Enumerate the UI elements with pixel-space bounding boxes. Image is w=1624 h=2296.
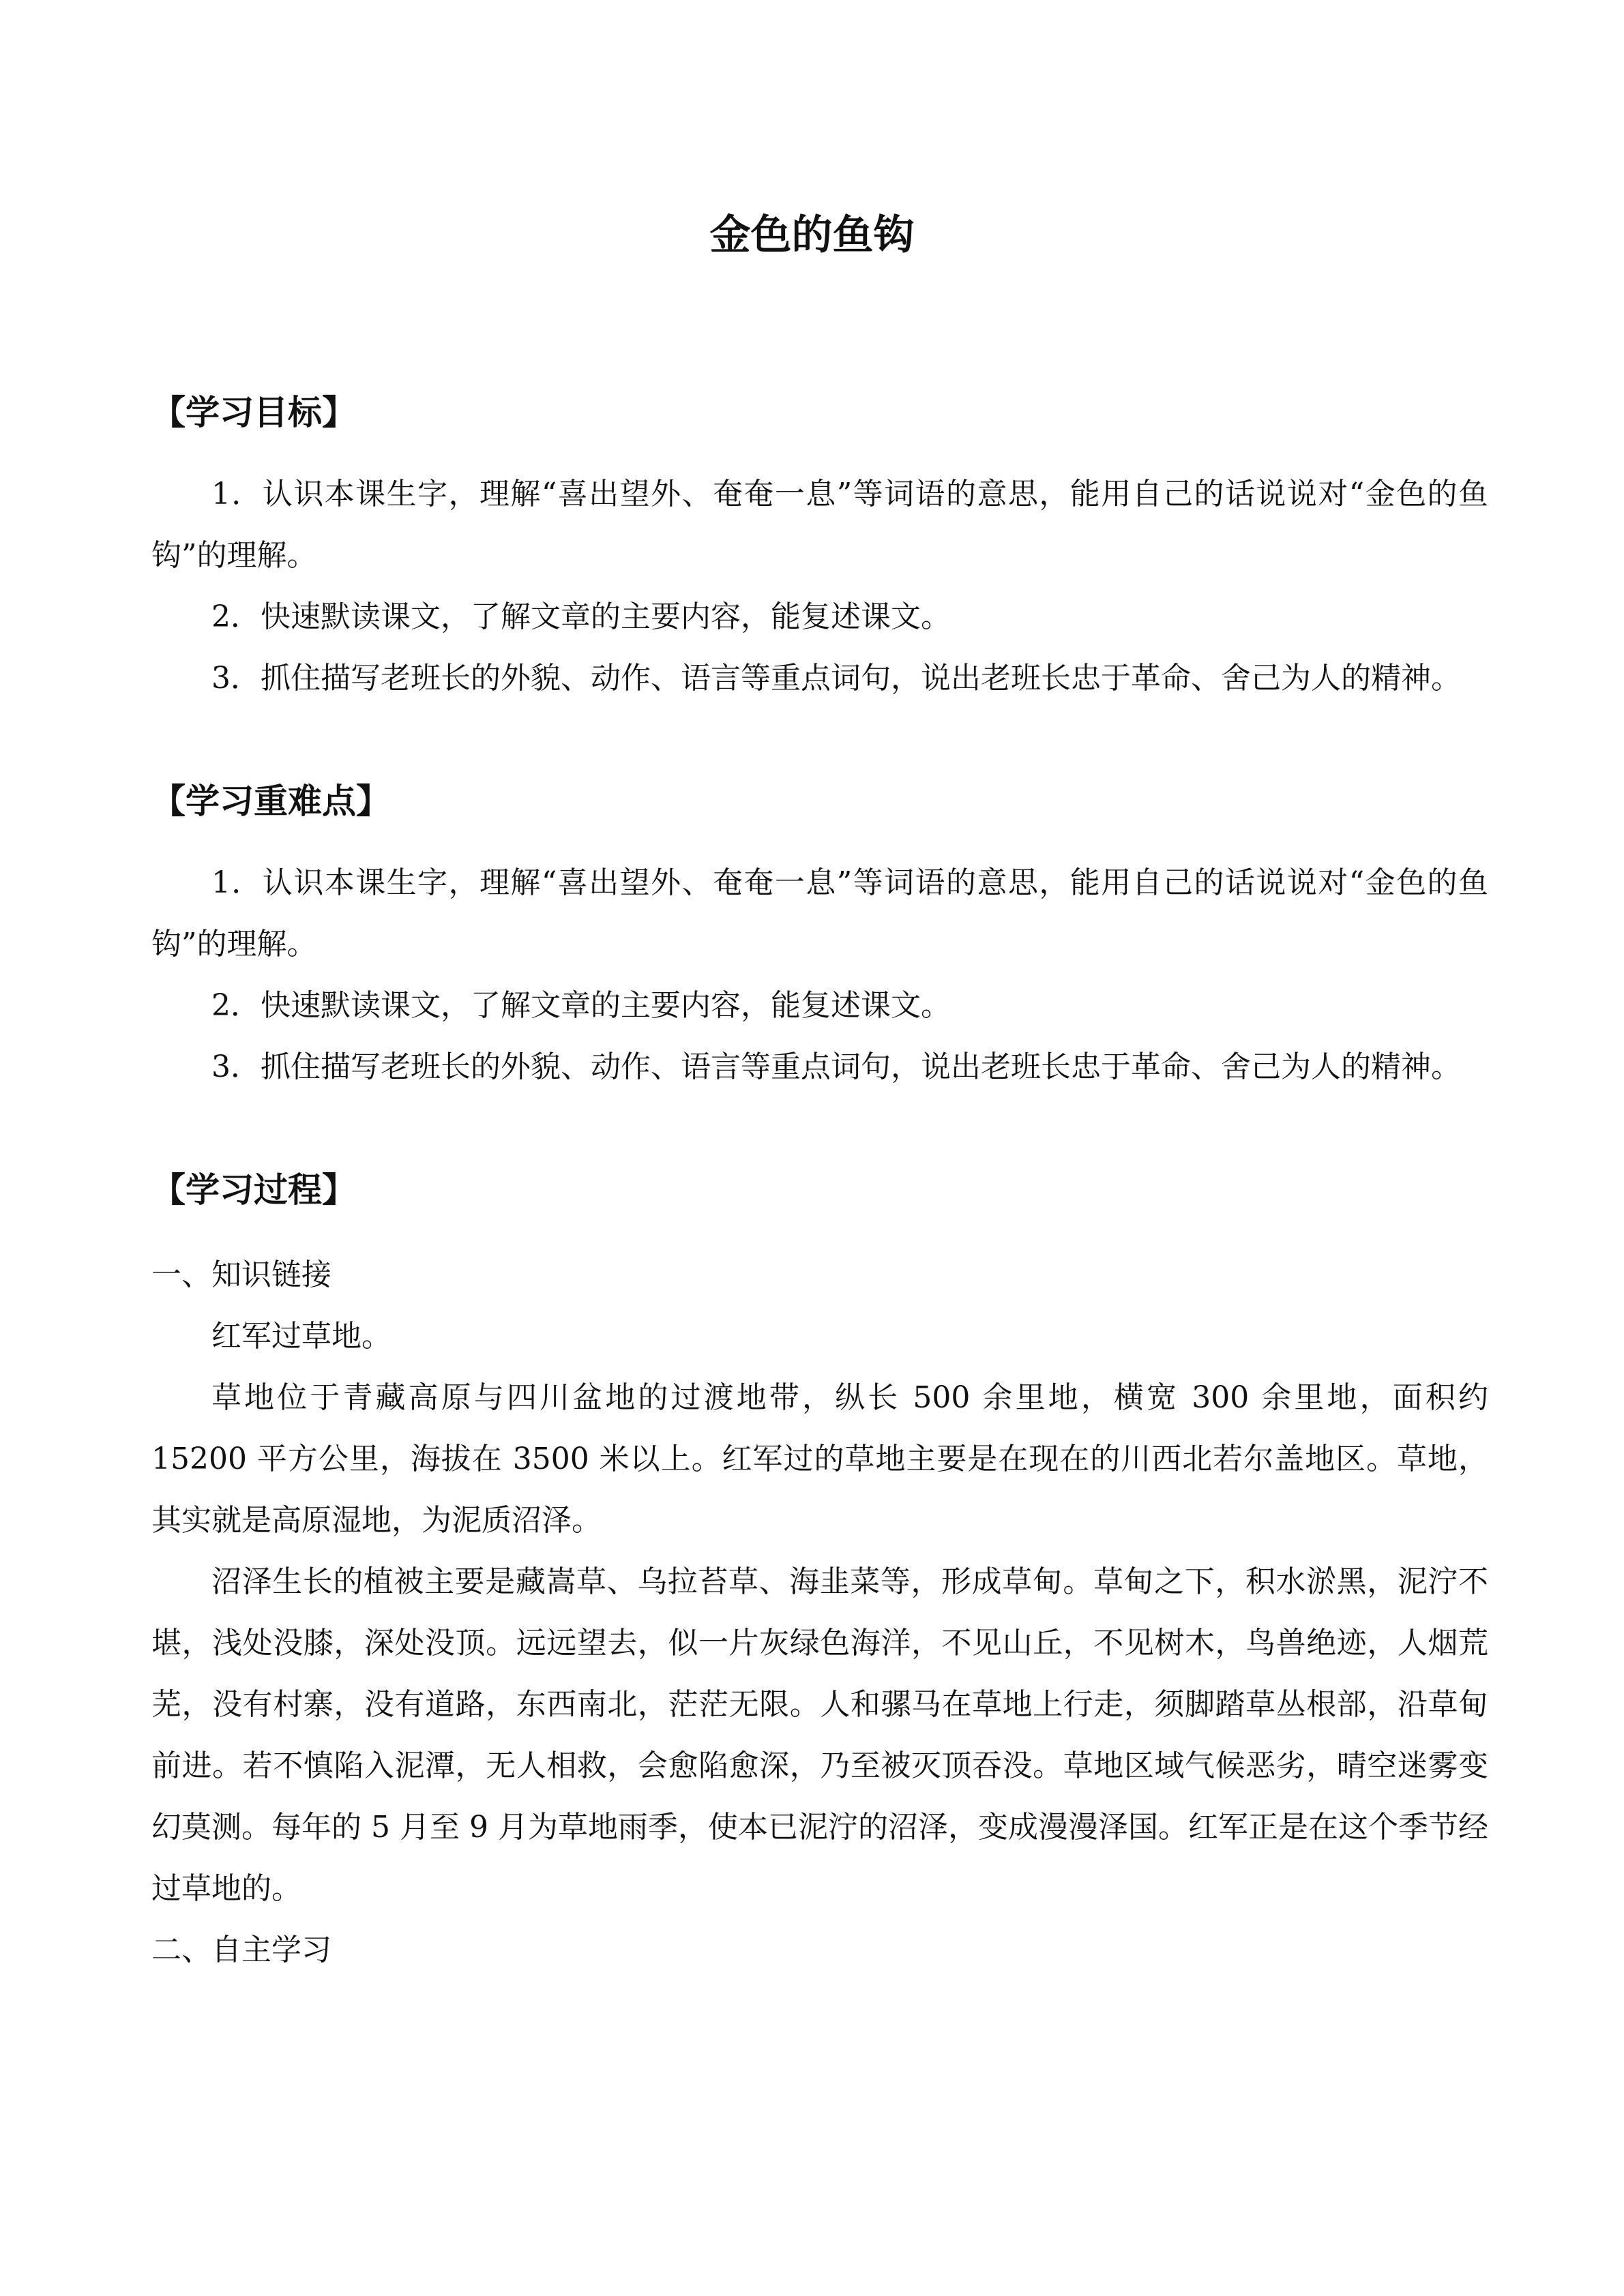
section-heading-key-points: 【学习重难点】	[151, 781, 390, 821]
section-heading-process: 【学习过程】	[151, 1170, 356, 1210]
key-point-item-2: 2．快速默读课文，了解文章的主要内容，能复述课文。	[211, 988, 951, 1023]
goal-item-1: 1．认识本课生字，理解“喜出望外、奄奄一息”等词语的意思，能用自己的话说说对“金色的鱼钩”的理解。	[151, 477, 1488, 573]
page-title: 金色的鱼钩	[709, 211, 915, 259]
part2-title: 二、自主学习	[151, 1933, 331, 1967]
part1-paragraph-1: 草地位于青藏高原与四川盆地的过渡地带，纵长 500 余里地，横宽 300 余里地，面积约 15200 平方公里，海拔在 3500 米以上。红军过的草地主要是在现在的川西北若尔盖地区。草地，其实就是高原湿地，为泥质沼泽。	[151, 1380, 1488, 1538]
part1-paragraph-2: 沼泽生长的植被主要是藏嵩草、乌拉苔草、海韭菜等，形成草甸。草甸之下，积水淤黑，泥泞不堪，浅处没膝，深处没顶。远远望去，似一片灰绿色海洋，不见山丘，不见树木，鸟兽绝迹，人烟荒芜，没有村寨，没有道路，东西南北，茫茫无限。人和骡马在草地上行走，须脚踏草丛根部，沿草甸前进。若不慎陷入泥潭，无人相救，会愈陷愈深，乃至被灭顶吞没。草地区域气候恶劣，晴空迷雾变幻莫测。每年的 5 月至 9 月为草地雨季，使本已泥泞的沼泽，变成漫漫泽国。红军正是在这个季节经过草地的。	[151, 1564, 1488, 1906]
part1-title: 一、知识链接	[151, 1257, 331, 1292]
goal-item-2: 2．快速默读课文，了解文章的主要内容，能复述课文。	[211, 599, 951, 634]
part1-subtitle: 红军过草地。	[211, 1319, 392, 1354]
section-heading-goals: 【学习目标】	[151, 393, 356, 432]
goal-item-3: 3．抓住描写老班长的外貌、动作、语言等重点词句，说出老班长忠于革命、舍己为人的精神。	[211, 661, 1461, 696]
key-point-item-1: 1．认识本课生字，理解“喜出望外、奄奄一息”等词语的意思，能用自己的话说说对“金色的鱼钩”的理解。	[151, 865, 1488, 961]
key-point-item-3: 3．抓住描写老班长的外貌、动作、语言等重点词句，说出老班长忠于革命、舍己为人的精神。	[211, 1049, 1461, 1084]
